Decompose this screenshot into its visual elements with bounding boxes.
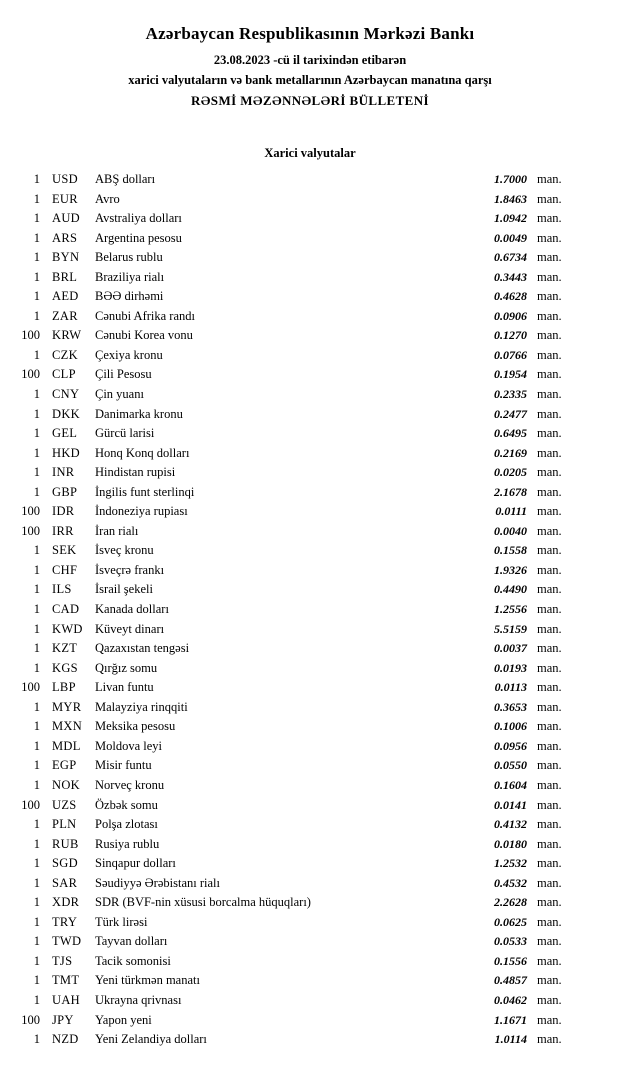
row-qty: 1 (33, 836, 40, 851)
row-unit: man. (537, 699, 562, 714)
row-rate: 0.0533 (494, 934, 527, 949)
currency-row (14, 913, 575, 933)
row-qty: 1 (33, 289, 40, 304)
row-rate: 0.0550 (494, 758, 527, 773)
row-code: TJS (52, 953, 73, 968)
row-name: Cənubi Afrika randı (95, 308, 195, 323)
row-unit: man. (537, 250, 562, 265)
currency-row (14, 287, 575, 307)
currency-row (14, 365, 575, 385)
effective-date-line: 23.08.2023 -cü il tarixindən etibarən (213, 53, 407, 67)
row-code: USD (52, 172, 78, 186)
bulletin-title: RƏSMİ MƏZƏNNƏLƏRİ BÜLLETENİ (191, 93, 429, 108)
row-code: IRR (52, 523, 74, 538)
row-code: BRL (52, 269, 78, 284)
row-rate: 0.6734 (494, 250, 527, 265)
row-code: NOK (52, 777, 80, 792)
row-rate: 1.7000 (494, 172, 527, 186)
row-code: INR (52, 465, 75, 480)
row-qty: 100 (21, 797, 40, 812)
row-name: Tacik somonisi (95, 953, 171, 968)
row-code: KGS (52, 660, 78, 675)
row-name: Yeni Zelandiya dolları (95, 1032, 207, 1047)
row-rate: 0.4857 (494, 973, 527, 988)
row-rate: 0.0111 (495, 504, 527, 519)
row-qty: 1 (33, 777, 40, 792)
row-rate: 0.0180 (494, 836, 527, 851)
row-unit: man. (537, 211, 562, 226)
row-rate: 0.1006 (494, 719, 527, 734)
row-unit: man. (537, 562, 562, 577)
row-unit: man. (537, 191, 562, 206)
currency-row (14, 502, 575, 522)
currency-row (14, 268, 575, 288)
row-rate: 0.0205 (494, 465, 527, 480)
row-code: CLP (52, 367, 76, 382)
row-unit: man. (537, 387, 562, 402)
row-qty: 1 (33, 953, 40, 968)
row-rate: 0.0906 (494, 308, 527, 323)
currency-row (14, 971, 575, 991)
row-unit: man. (537, 523, 562, 538)
currency-row (14, 170, 575, 190)
row-qty: 1 (33, 817, 40, 832)
row-code: AED (52, 289, 79, 304)
row-name: Malayziya rinqqiti (95, 699, 188, 714)
row-unit: man. (537, 836, 562, 851)
row-qty: 1 (33, 230, 40, 245)
row-name: Braziliya rialı (95, 269, 165, 284)
row-rate: 0.1556 (494, 953, 527, 968)
currency-table-body (0, 170, 620, 1050)
row-rate: 0.4132 (494, 817, 527, 832)
currency-row (14, 620, 575, 640)
row-qty: 1 (33, 934, 40, 949)
row-qty: 1 (33, 445, 40, 460)
row-name: Çin yuanı (95, 387, 144, 402)
row-code: IDR (52, 504, 75, 519)
row-name: Yapon yeni (95, 1012, 152, 1027)
row-qty: 100 (21, 328, 40, 343)
row-rate: 1.8463 (494, 191, 527, 206)
row-qty: 1 (33, 191, 40, 206)
row-rate: 1.1671 (494, 1012, 527, 1027)
row-name: İsveç kronu (95, 543, 154, 558)
currency-row (14, 444, 575, 464)
row-qty: 1 (33, 914, 40, 929)
row-name: BƏƏ dirhəmi (95, 289, 164, 304)
currency-row (14, 874, 575, 894)
currency-row (14, 346, 575, 366)
row-code: TMT (52, 973, 80, 988)
row-rate: 0.0193 (494, 660, 527, 675)
row-code: KWD (52, 621, 83, 636)
row-name: Qazaxıstan tengəsi (95, 641, 190, 656)
row-code: JPY (52, 1012, 74, 1027)
row-qty: 1 (33, 211, 40, 226)
row-unit: man. (537, 504, 562, 519)
row-rate: 2.1678 (494, 484, 527, 499)
row-code: PLN (52, 817, 77, 832)
row-name: Argentina pesosu (95, 230, 182, 245)
row-qty: 1 (33, 406, 40, 421)
row-code: CHF (52, 562, 78, 577)
row-code: ARS (52, 230, 78, 245)
row-code: GBP (52, 484, 78, 499)
currency-row (14, 952, 575, 972)
row-unit: man. (537, 328, 562, 343)
row-code: SGD (52, 856, 78, 871)
row-name: İsveçrə frankı (95, 562, 165, 577)
currency-row (14, 796, 575, 816)
row-code: AUD (52, 211, 80, 226)
document-header (0, 24, 620, 109)
row-unit: man. (537, 230, 562, 245)
row-rate: 1.2556 (494, 602, 527, 617)
row-name: Cənubi Korea vonu (95, 328, 193, 343)
currency-row (14, 932, 575, 952)
row-name: Çexiya kronu (95, 347, 163, 362)
row-rate: 0.6495 (494, 426, 527, 441)
row-code: RUB (52, 836, 79, 851)
row-code: MXN (52, 719, 83, 734)
currency-row (14, 698, 575, 718)
row-code: SAR (52, 875, 78, 890)
row-qty: 1 (33, 1032, 40, 1047)
row-code: UAH (52, 992, 80, 1007)
row-qty: 1 (33, 699, 40, 714)
section-title-foreign-currencies: Xarici valyutalar (264, 146, 356, 160)
row-unit: man. (537, 856, 562, 871)
row-qty: 100 (21, 367, 40, 382)
currency-row (14, 561, 575, 581)
row-name: Kanada dolları (95, 602, 169, 617)
row-unit: man. (537, 758, 562, 773)
currency-row (14, 815, 575, 835)
row-code: MYR (52, 699, 82, 714)
row-name: İran rialı (95, 523, 139, 538)
row-rate: 0.0956 (494, 738, 527, 753)
row-code: CAD (52, 602, 80, 617)
bulletin-page (0, 24, 620, 1050)
row-name: İngilis funt sterlinqi (95, 484, 195, 499)
row-unit: man. (537, 738, 562, 753)
row-code: EGP (52, 758, 77, 773)
row-code: GEL (52, 426, 78, 441)
row-code: KRW (52, 328, 82, 343)
row-rate: 1.0114 (494, 1032, 527, 1047)
row-name: Hindistan rupisi (95, 465, 176, 480)
row-code: ZAR (52, 308, 78, 323)
row-rate: 0.0141 (494, 797, 527, 812)
currency-row (14, 209, 575, 229)
row-rate: 0.1270 (494, 328, 527, 343)
currency-row (14, 756, 575, 776)
row-qty: 1 (33, 465, 40, 480)
row-unit: man. (537, 347, 562, 362)
row-unit: man. (537, 875, 562, 890)
row-name: Moldova leyi (95, 738, 163, 753)
row-unit: man. (537, 172, 562, 186)
row-unit: man. (537, 817, 562, 832)
currency-row (14, 893, 575, 913)
row-rate: 0.3653 (494, 699, 527, 714)
row-rate: 0.4490 (494, 582, 527, 597)
row-name: İndoneziya rupiası (95, 504, 188, 519)
row-code: CNY (52, 387, 80, 402)
row-rate: 0.0037 (494, 641, 527, 656)
row-code: TWD (52, 934, 82, 949)
currency-row (14, 326, 575, 346)
row-code: DKK (52, 406, 80, 421)
row-qty: 1 (33, 719, 40, 734)
currency-row (14, 678, 575, 698)
row-unit: man. (537, 484, 562, 499)
bulletin-subtitle: xarici valyutaların və bank metallarının Azərbaycan manatına qarşı (128, 73, 492, 87)
currency-row (14, 737, 575, 757)
row-qty: 100 (21, 504, 40, 519)
row-unit: man. (537, 777, 562, 792)
currency-row (14, 424, 575, 444)
currency-row (14, 248, 575, 268)
row-unit: man. (537, 621, 562, 636)
currency-row (14, 522, 575, 542)
row-rate: 0.1954 (494, 367, 527, 382)
currency-row (14, 991, 575, 1011)
row-qty: 1 (33, 172, 40, 186)
row-qty: 1 (33, 543, 40, 558)
row-name: Misir funtu (95, 758, 152, 773)
row-qty: 1 (33, 582, 40, 597)
row-name: Danimarka kronu (95, 406, 183, 421)
row-rate: 0.4628 (494, 289, 527, 304)
row-unit: man. (537, 406, 562, 421)
row-name: ABŞ dolları (95, 172, 156, 186)
row-rate: 0.2477 (494, 406, 527, 421)
row-unit: man. (537, 1012, 562, 1027)
row-code: UZS (52, 797, 77, 812)
row-code: XDR (52, 895, 80, 910)
row-name: Rusiya rublu (95, 836, 160, 851)
row-unit: man. (537, 992, 562, 1007)
currency-row (14, 229, 575, 249)
row-unit: man. (537, 602, 562, 617)
currency-row (14, 1030, 575, 1050)
row-unit: man. (537, 660, 562, 675)
row-qty: 1 (33, 387, 40, 402)
row-qty: 100 (21, 523, 40, 538)
row-code: CZK (52, 347, 78, 362)
row-qty: 1 (33, 992, 40, 1007)
row-name: Polşa zlotası (95, 817, 158, 832)
row-qty: 1 (33, 250, 40, 265)
row-code: ILS (52, 582, 72, 597)
currency-row (14, 541, 575, 561)
row-unit: man. (537, 289, 562, 304)
row-name: İsrail şekeli (95, 582, 153, 597)
row-name: Çili Pesosu (95, 367, 152, 382)
row-rate: 1.0942 (494, 211, 527, 226)
row-qty: 100 (21, 1012, 40, 1027)
row-name: Belarus rublu (95, 250, 163, 265)
currency-row (14, 385, 575, 405)
row-unit: man. (537, 465, 562, 480)
currency-row (14, 405, 575, 425)
row-rate: 0.2335 (494, 387, 527, 402)
row-code: NZD (52, 1032, 79, 1047)
row-code: KZT (52, 641, 78, 656)
row-name: Özbək somu (95, 797, 158, 812)
row-name: Səudiyyə Ərəbistanı rialı (95, 875, 220, 890)
currency-row (14, 639, 575, 659)
row-unit: man. (537, 308, 562, 323)
currency-row (14, 580, 575, 600)
row-name: Küveyt dinarı (95, 621, 165, 636)
row-unit: man. (537, 543, 562, 558)
row-unit: man. (537, 953, 562, 968)
row-name: Yeni türkmən manatı (95, 973, 200, 988)
currency-row (14, 600, 575, 620)
row-unit: man. (537, 797, 562, 812)
row-unit: man. (537, 1032, 562, 1047)
row-name: Meksika pesosu (95, 719, 176, 734)
currency-row (14, 717, 575, 737)
currency-row (14, 659, 575, 679)
row-unit: man. (537, 973, 562, 988)
row-rate: 0.0040 (494, 523, 527, 538)
row-unit: man. (537, 641, 562, 656)
bank-name-title: Azərbaycan Respublikasının Mərkəzi Bankı (145, 24, 475, 43)
currency-row (14, 776, 575, 796)
row-unit: man. (537, 914, 562, 929)
row-code: SEK (52, 543, 77, 558)
row-qty: 1 (33, 660, 40, 675)
row-qty: 1 (33, 875, 40, 890)
row-unit: man. (537, 582, 562, 597)
row-qty: 1 (33, 426, 40, 441)
row-qty: 1 (33, 738, 40, 753)
row-unit: man. (537, 934, 562, 949)
row-code: LBP (52, 680, 76, 695)
row-unit: man. (537, 895, 562, 910)
row-name: Ukrayna qrivnası (95, 992, 182, 1007)
row-name: Norveç kronu (95, 777, 165, 792)
row-rate: 0.0625 (494, 914, 527, 929)
row-rate: 1.2532 (494, 856, 527, 871)
row-qty: 1 (33, 641, 40, 656)
row-rate: 0.4532 (494, 875, 527, 890)
currency-row (14, 190, 575, 210)
currency-row (14, 854, 575, 874)
row-name: Tayvan dolları (95, 934, 168, 949)
row-qty: 1 (33, 347, 40, 362)
row-name: Avstraliya dolları (95, 211, 182, 226)
row-qty: 1 (33, 895, 40, 910)
row-qty: 1 (33, 308, 40, 323)
row-qty: 100 (21, 680, 40, 695)
currency-row (14, 835, 575, 855)
row-rate: 5.5159 (494, 621, 527, 636)
row-qty: 1 (33, 856, 40, 871)
row-qty: 1 (33, 562, 40, 577)
row-name: Qırğız somu (95, 660, 158, 675)
row-qty: 1 (33, 484, 40, 499)
row-name: Honq Konq dolları (95, 445, 190, 460)
currency-row (14, 1011, 575, 1031)
row-code: EUR (52, 191, 78, 206)
currency-row (14, 463, 575, 483)
row-name: Avro (95, 191, 120, 206)
row-name: SDR (BVF-nin xüsusi borcalma hüquqları) (95, 895, 311, 910)
currency-row (14, 307, 575, 327)
row-unit: man. (537, 269, 562, 284)
row-rate: 0.3443 (494, 269, 527, 284)
row-rate: 0.2169 (494, 445, 527, 460)
row-rate: 0.0049 (494, 230, 527, 245)
row-unit: man. (537, 719, 562, 734)
row-qty: 1 (33, 621, 40, 636)
row-rate: 2.2628 (494, 895, 527, 910)
row-name: Türk lirəsi (95, 914, 148, 929)
row-name: Livan funtu (95, 680, 154, 695)
row-unit: man. (537, 426, 562, 441)
row-qty: 1 (33, 602, 40, 617)
row-code: HKD (52, 445, 80, 460)
row-rate: 0.0766 (494, 347, 527, 362)
row-code: MDL (52, 738, 81, 753)
row-unit: man. (537, 680, 562, 695)
row-rate: 0.1558 (494, 543, 527, 558)
row-code: TRY (52, 914, 78, 929)
row-code: BYN (52, 250, 80, 265)
row-name: Gürcü larisi (95, 426, 155, 441)
row-rate: 1.9326 (494, 562, 527, 577)
row-qty: 1 (33, 973, 40, 988)
currency-row (14, 483, 575, 503)
row-rate: 0.1604 (494, 777, 527, 792)
row-rate: 0.0462 (494, 992, 527, 1007)
row-qty: 1 (33, 269, 40, 284)
row-rate: 0.0113 (494, 680, 527, 695)
row-name: Sinqapur dolları (95, 856, 176, 871)
row-unit: man. (537, 445, 562, 460)
row-qty: 1 (33, 758, 40, 773)
row-unit: man. (537, 367, 562, 382)
